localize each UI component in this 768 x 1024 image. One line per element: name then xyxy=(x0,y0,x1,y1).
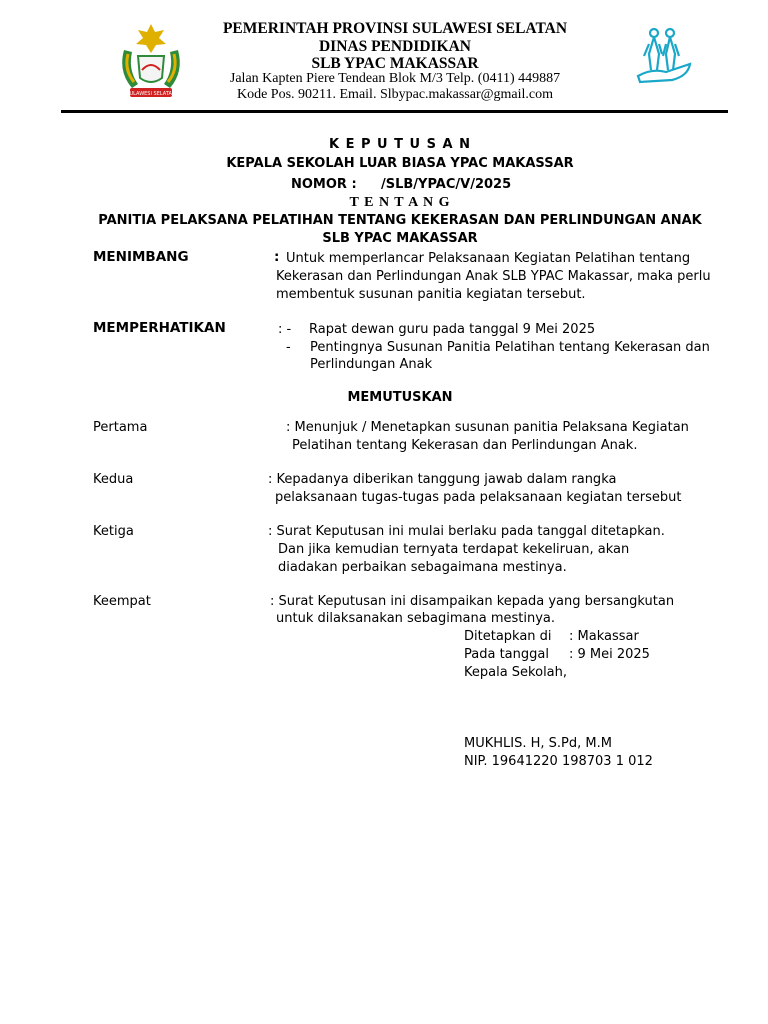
decree-number-value: /SLB/YPAC/V/2025 xyxy=(381,177,512,192)
decree-number-label: NOMOR : xyxy=(291,177,357,192)
menimbang-colon: : xyxy=(274,249,280,265)
memperhatikan-item2-prefix: - xyxy=(286,340,291,355)
keempat-line2: untuk dilaksanakan sebagimana mestinya. xyxy=(276,611,556,626)
kedua-line2: pelaksanaan tugas-tugas pada pelaksanaan kegiatan tersebut xyxy=(275,490,682,505)
decree-heading: K E P U T U S A N xyxy=(329,137,471,152)
menimbang-label: MENIMBANG xyxy=(93,249,189,265)
letterhead-address: Jalan Kapten Piere Tendean Blok M/3 Telp. (0411) 449887 xyxy=(229,71,561,86)
pertama-line1: : Menunjuk / Menetapkan susunan panitia Pelaksana Kegiatan xyxy=(286,420,689,435)
memperhatikan-item1-prefix: : - xyxy=(278,322,292,337)
signature-place-value: : Makassar xyxy=(569,629,639,644)
memutuskan-heading: MEMUTUSKAN xyxy=(347,390,453,405)
signature-name: MUKHLIS. H, S.Pd, M.M xyxy=(464,736,612,751)
keempat-line1: : Surat Keputusan ini disampaikan kepada yang bersangkutan xyxy=(270,594,675,609)
ypac-logo-icon xyxy=(632,24,694,86)
signature-date-value: : 9 Mei 2025 xyxy=(569,647,650,662)
pertama-label: Pertama xyxy=(93,420,148,435)
decree-subject-line1: PANITIA PELAKSANA PELATIHAN TENTANG KEKERASAN DAN PERLINDUNGAN ANAK xyxy=(98,213,702,228)
letterhead-postal: Kode Pos. 90211. Email. Slbypac.makassar@gmail.com xyxy=(236,87,554,102)
decree-subject-line2: SLB YPAC MAKASSAR xyxy=(322,231,478,246)
ketiga-label: Ketiga xyxy=(93,524,134,539)
decree-about: T E N T A N G xyxy=(349,195,451,210)
menimbang-line1: Untuk memperlancar Pelaksanaan Kegiatan Pelatihan tentang xyxy=(286,251,691,266)
memperhatikan-label: MEMPERHATIKAN xyxy=(93,320,226,336)
decree-issuer: KEPALA SEKOLAH LUAR BIASA YPAC MAKASSAR xyxy=(226,156,574,171)
signature-position: Kepala Sekolah, xyxy=(464,665,568,680)
letterhead-line3: SLB YPAC MAKASSAR xyxy=(311,55,479,72)
signature-nip: NIP. 19641220 198703 1 012 xyxy=(464,754,653,769)
memperhatikan-item1: Rapat dewan guru pada tanggal 9 Mei 2025 xyxy=(309,322,596,337)
kedua-label: Kedua xyxy=(93,472,134,487)
letterhead-divider xyxy=(61,110,728,113)
pertama-line2: Pelatihan tentang Kekerasan dan Perlindungan Anak. xyxy=(292,438,638,453)
ketiga-line3: diadakan perbaikan sebagaimana mestinya. xyxy=(278,560,567,575)
ketiga-line1: : Surat Keputusan ini mulai berlaku pada tanggal ditetapkan. xyxy=(268,524,665,539)
kedua-line1: : Kepadanya diberikan tanggung jawab dalam rangka xyxy=(268,472,617,487)
keempat-label: Keempat xyxy=(93,594,151,609)
svg-text:SULAWESI SELATAN: SULAWESI SELATAN xyxy=(126,91,176,97)
menimbang-line3: membentuk susunan panitia kegiatan tersebut. xyxy=(276,287,586,302)
signature-place-label: Ditetapkan di xyxy=(464,629,552,644)
memperhatikan-item2-line1: Pentingnya Susunan Panitia Pelatihan tentang Kekerasan dan xyxy=(310,340,710,355)
letterhead-line1: PEMERINTAH PROVINSI SULAWESI SELATAN xyxy=(222,20,568,37)
signature-date-label: Pada tanggal xyxy=(464,647,549,662)
menimbang-line2: Kekerasan dan Perlindungan Anak SLB YPAC Makassar, maka perlu xyxy=(276,269,711,284)
memperhatikan-item2-line2: Perlindungan Anak xyxy=(310,357,433,372)
ketiga-line2: Dan jika kemudian ternyata terdapat kekeliruan, akan xyxy=(278,542,630,557)
letterhead-line2: DINAS PENDIDIKAN xyxy=(318,38,471,55)
